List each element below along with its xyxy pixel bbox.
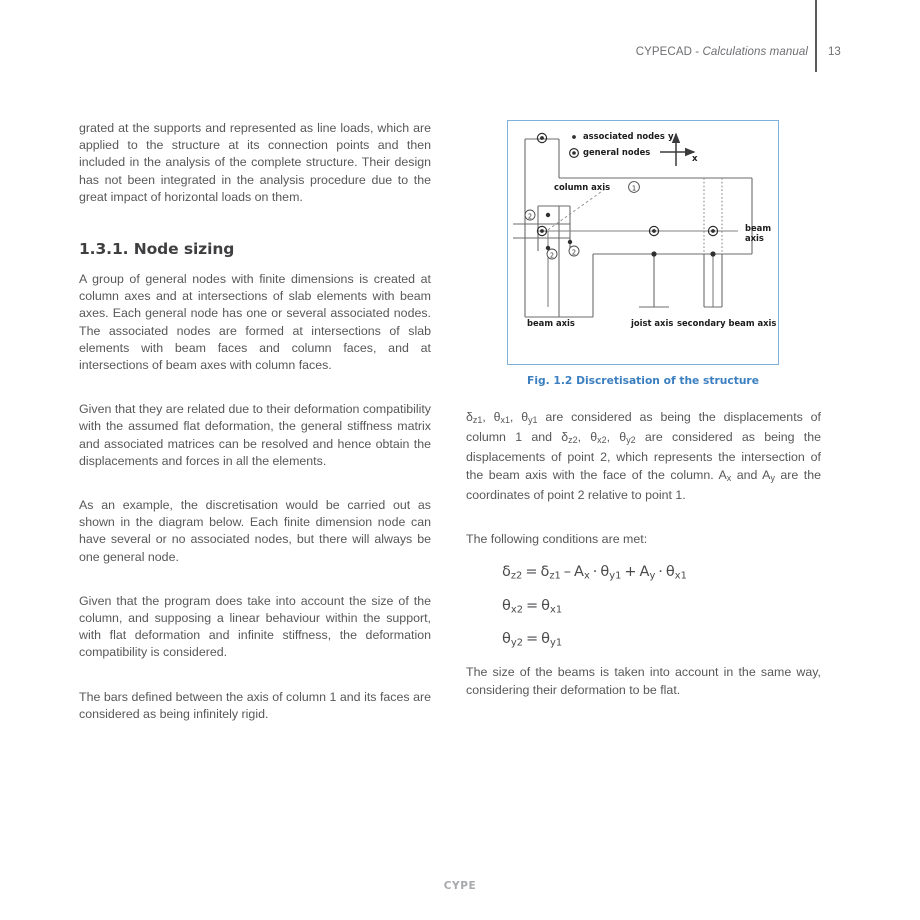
svg-text:1: 1 (631, 183, 637, 193)
txt-c: , θ (509, 410, 529, 424)
figure-caption: Fig. 1.2 Discretisation of the structure (527, 374, 759, 387)
paragraph-rigid-bars: The bars defined between the axis of column 1 and its faces are considered as being infinitely rigid. (79, 689, 431, 721)
sub-z2: z2 (568, 435, 578, 446)
sub-ay: y (770, 472, 775, 483)
label-column-axis: column axis (554, 182, 611, 192)
equation-3 (502, 631, 821, 648)
eq1-op1: – (563, 564, 572, 581)
paragraph-spacer (79, 484, 431, 497)
txt-d: are considered as being the displacements of column 1 and (466, 410, 821, 445)
right-text-column (466, 120, 821, 713)
legend-label-general-nodes: general nodes (583, 147, 651, 157)
txt-g: , θ (606, 430, 627, 445)
eq1-dot2: · (658, 564, 663, 581)
txt-j: are the coordinates of point 2 relative to point 1. (466, 467, 821, 502)
sym-delta-z2: δ (561, 430, 569, 445)
sub-x1: x1 (500, 414, 510, 425)
paragraph-spacer (79, 388, 431, 401)
txt-f: , θ (577, 430, 598, 445)
svg-text:2: 2 (549, 251, 555, 260)
equation-1 (502, 564, 821, 581)
label-axis-y: y (668, 132, 674, 142)
page-header (0, 0, 920, 80)
eq2-equals: = (525, 597, 539, 614)
label-beam-axis-bottom: beam axis (527, 318, 575, 328)
txt-b: , θ (482, 410, 501, 424)
paragraph-spacer (79, 676, 431, 689)
eq3-lhs-symbol: θ (502, 630, 511, 647)
eq1-t1-symbol: δ (540, 564, 550, 581)
eq1-t1-sub: z1 (549, 570, 561, 582)
paragraph-beam-size: The size of the beams is taken into account in the same way, considering their deformation to be flat. (466, 665, 821, 697)
label-beam-axis-right-line1: beam (745, 223, 772, 233)
eq3-t1-sub: y1 (550, 637, 563, 649)
sub-x2: x2 (597, 435, 607, 446)
paragraph-displacements (466, 409, 821, 504)
section-heading-node-sizing: 1.3.1. Node sizing (79, 240, 235, 259)
header-title-italic: Calculations manual (702, 46, 808, 58)
eq2-lhs-symbol: θ (502, 597, 511, 614)
sym-delta-z1: δ (466, 410, 473, 424)
svg-text:2: 2 (571, 248, 577, 257)
paragraph-column-size: Given that the program does take into account the size of the column, and supposing a linear behaviour within the support, with flat deformation and infinite stiffness, the deformation compatibility is considered. (79, 593, 431, 660)
txt-h: are considered as being the displacements of point 2, which represents the intersection of the beam axis with the face of the column. A (466, 430, 821, 482)
page-footer (0, 876, 920, 894)
paragraph-stiffness-matrix: Given that they are related due to their deformation compatibility with the assumed flat deformation, the general stiffness matrix and associated matrices can be resolved and hence obtain the displacements and forces in all the elements. (79, 402, 431, 468)
equation-block (466, 564, 821, 648)
eq1-t4-sub: y (649, 570, 656, 582)
eq3-lhs-sub: y2 (510, 637, 523, 649)
svg-text:2: 2 (527, 212, 533, 221)
eq3-equals: = (525, 630, 539, 647)
eq1-dot1: · (592, 564, 598, 581)
paragraph-discretisation-example: As an example, the discretisation would be carried out as shown in the diagram below. Each finite dimension node can have several or no associated nodes, but there will always be one general node. (79, 498, 431, 564)
header-title (636, 46, 808, 58)
paragraph-spacer (79, 580, 431, 593)
eq1-lhs-sub: z2 (510, 570, 523, 582)
paragraph-node-definition: A group of general nodes with finite dimensions is created at column axes and at intersections of slab elements with beam axes. Each general node has one or several associated nodes. The associated nodes are formed at intersections of slab elements with beam faces and column faces, and at intersections of beam axes with column faces. (79, 272, 431, 373)
eq1-t3-symbol: θ (600, 564, 610, 581)
eq1-t5-symbol: θ (665, 564, 675, 581)
eq3-t1-symbol: θ (541, 630, 550, 647)
label-joist-axis: joist axis (631, 318, 674, 328)
txt-i: and A (731, 467, 771, 482)
eq1-op2: + (624, 564, 637, 581)
header-divider-rule (815, 0, 817, 72)
sub-z1: z1 (472, 414, 483, 425)
eq2-lhs-sub: x2 (510, 603, 523, 615)
sub-y2: y2 (626, 435, 636, 446)
label-axis-x: x (692, 154, 698, 164)
paragraph-spacer (466, 518, 821, 531)
paragraph-intro: grated at the supports and represented as line loads, which are applied to the structure at its connection points and then included in the analysis of the complete structure. Their design has not been integrated in the analysis procedure due to the great impact of horizontal loads on them. (79, 121, 431, 204)
label-secondary-beam-axis: secondary beam axis (677, 318, 777, 328)
eq1-t2-sub: x (583, 570, 590, 582)
eq1-t2-symbol: A (574, 564, 584, 581)
footer-brand: CYPE (443, 880, 477, 892)
eq1-t4-symbol: A (639, 564, 650, 581)
figure-frame (507, 120, 779, 365)
eq1-t3-sub: y1 (609, 570, 622, 582)
eq1-equals: = (525, 564, 538, 581)
legend-label-associated-nodes: associated nodes (583, 131, 665, 141)
left-text-column (79, 120, 431, 723)
right-column-body (466, 409, 821, 699)
header-title-plain: CYPECAD - (635, 46, 703, 58)
paragraph-conditions-intro: The following conditions are met: (466, 531, 648, 546)
sub-y1: y1 (528, 414, 538, 425)
eq1-lhs-symbol: δ (502, 564, 511, 581)
eq2-t1-sub: x1 (550, 603, 563, 615)
eq2-t1-symbol: θ (541, 597, 550, 614)
page-number: 13 (828, 46, 841, 58)
label-beam-axis-right-line2: axis (745, 233, 764, 243)
equation-2 (502, 598, 821, 615)
figure-1-2 (466, 120, 821, 387)
sub-ax: x (726, 472, 732, 483)
eq1-t5-sub: x1 (674, 570, 687, 582)
